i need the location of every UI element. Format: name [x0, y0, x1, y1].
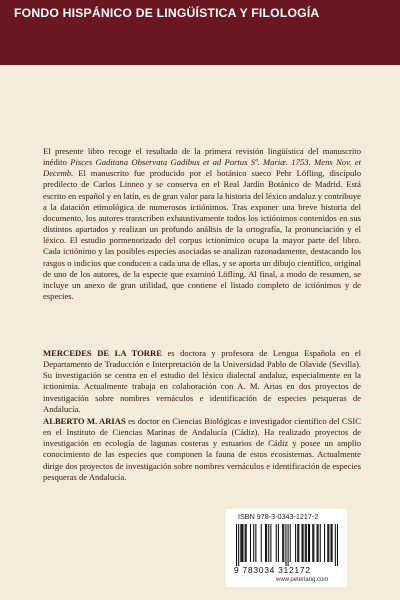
barcode-bar [317, 524, 318, 562]
author-bio-1 [43, 348, 361, 415]
author-bio-text: es doctora y profesora de Lengua Española en el Departamento de Traducción e Interpretación de la Universidad Pablo de Olavide (Sevilla). Su investigación se centra en el estudio del léxico dialectal andaluz, especialmente en la ictionimia. Actualmente trabaja en colaboración con A. M. Arias en dos proyectos de investigación sobre nombres vernáculos e identificación de especies pesqueras de Andalucía. [43, 348, 362, 414]
barcode-bar [297, 524, 298, 562]
barcode-bar [335, 524, 336, 566]
barcode-bar [298, 524, 299, 562]
manuscript-title: Pisces Gaditana Observata Gadibus et ad Portus Sª. Mariæ. 1753. Mens Nov. et Decemb. [43, 157, 361, 179]
barcode-bar [305, 524, 306, 562]
barcode-bar [278, 524, 279, 562]
barcode-bar [242, 524, 243, 562]
header-band [0, 0, 400, 65]
description-text-rest: El manuscrito fue producido por el botánico sueco Pehr Löfling, discípulo predilecto de Carlos Linneo y se conserva en el Real Jardín Botánico de Madrid. Está escrito en español y en latín, es de gran valor para la historia del léxico andaluz y contribuye a la datación etimológica de numerosos ictiónimos. Tras exponer una breve historia del documento, los autores transcriben exhaustivamente todos los ictiónimos contenidos en sus distintos apartados y realizan un profundo análisis de la ortografía, la pronunciación y el léxico. El estudio pormenorizado del corpus ictionímico ocupa la mayor parte del libro. Cada ictiónimo y las posibles especies asociadas se analizan razonadamente, destacando los rasgos o indicios que conducen a cada una de ellas, y se aporta un dibujo científico, original de uno de los autores, de la especie que examinó Löfling. Al final, a modo de resumen, se incluye un anexo de gran utilidad, que contiene el listado completo de ictiónimos y de especies. [43, 168, 361, 302]
author-bio-paragraph [43, 348, 361, 415]
barcode-bar [241, 524, 242, 562]
barcode-bar [285, 524, 286, 566]
barcode-bar [253, 524, 254, 562]
barcode-digits: 9 783034 312172 [234, 565, 311, 575]
series-title: FONDO HISPÁNICO DE LINGÜÍSTICA Y FILOLOGÍA [14, 6, 320, 20]
barcode-bar [236, 524, 237, 566]
barcode-bar [255, 524, 256, 562]
barcode-bar [337, 524, 338, 566]
book-description [43, 146, 361, 302]
barcode-bar [309, 524, 310, 562]
barcode-bar [246, 524, 247, 562]
barcode-bar [312, 524, 313, 562]
barcode-bar [318, 524, 319, 562]
barcode-bar [313, 524, 314, 562]
barcode-bar [250, 524, 251, 562]
author-bio-text: es doctor en Ciencias Biológicas e investigador científico del CSIC en el Instituto de Ciencias Marinas de Andalucía (Cádiz). Ha realizado proyectos de investigación en ecología de lagunas costeras y estuarios de Cádiz y posee un amplio conocimiento de las especies que componen la fauna de estos ecosistemas. Actualmente dirige dos proyectos de investigación sobre nombres vernáculos e identificación de especies pesqueras de Andalucía. [43, 416, 361, 482]
author-bio-2 [43, 416, 361, 483]
barcode-bar [265, 524, 266, 562]
barcode-bar [330, 524, 331, 562]
barcode-bar [295, 524, 296, 562]
barcode-bar [270, 524, 271, 562]
author-name: ALBERTO M. ARIAS [43, 416, 126, 426]
barcode-bar [238, 524, 239, 566]
isbn-label: ISBN 978-3-0343-1217-2 [238, 512, 319, 521]
barcode-bar [276, 524, 277, 562]
barcode-bar [290, 524, 291, 562]
barcode-bar [261, 524, 262, 562]
barcode-bar [268, 524, 269, 562]
barcode-bar [303, 524, 304, 562]
barcode-bar [324, 524, 325, 562]
barcode-bar [327, 524, 328, 562]
description-text-start: El presente libro recoge el resultado de la primera revisión lingüística del manuscrito inédito [43, 146, 361, 168]
barcode-bar [240, 524, 241, 562]
publisher-website: www.peterlang.com [276, 577, 329, 583]
barcode-panel [226, 509, 347, 587]
barcode-bar [245, 524, 246, 562]
barcode-bar [283, 524, 284, 562]
barcode-bar [308, 524, 309, 562]
author-name: MERCEDES DE LA TORRE [43, 348, 162, 358]
barcode-bar [266, 524, 267, 562]
barcode-bar [301, 524, 302, 562]
barcode-bar [332, 524, 333, 562]
author-bio-paragraph [43, 416, 361, 483]
barcode-bars [236, 524, 338, 566]
barcode-bar [282, 524, 283, 562]
barcode-bar [320, 524, 321, 562]
barcode-bar [288, 524, 289, 566]
barcode-bar [328, 524, 329, 562]
barcode-bar [306, 524, 307, 562]
description-paragraph [43, 146, 361, 302]
